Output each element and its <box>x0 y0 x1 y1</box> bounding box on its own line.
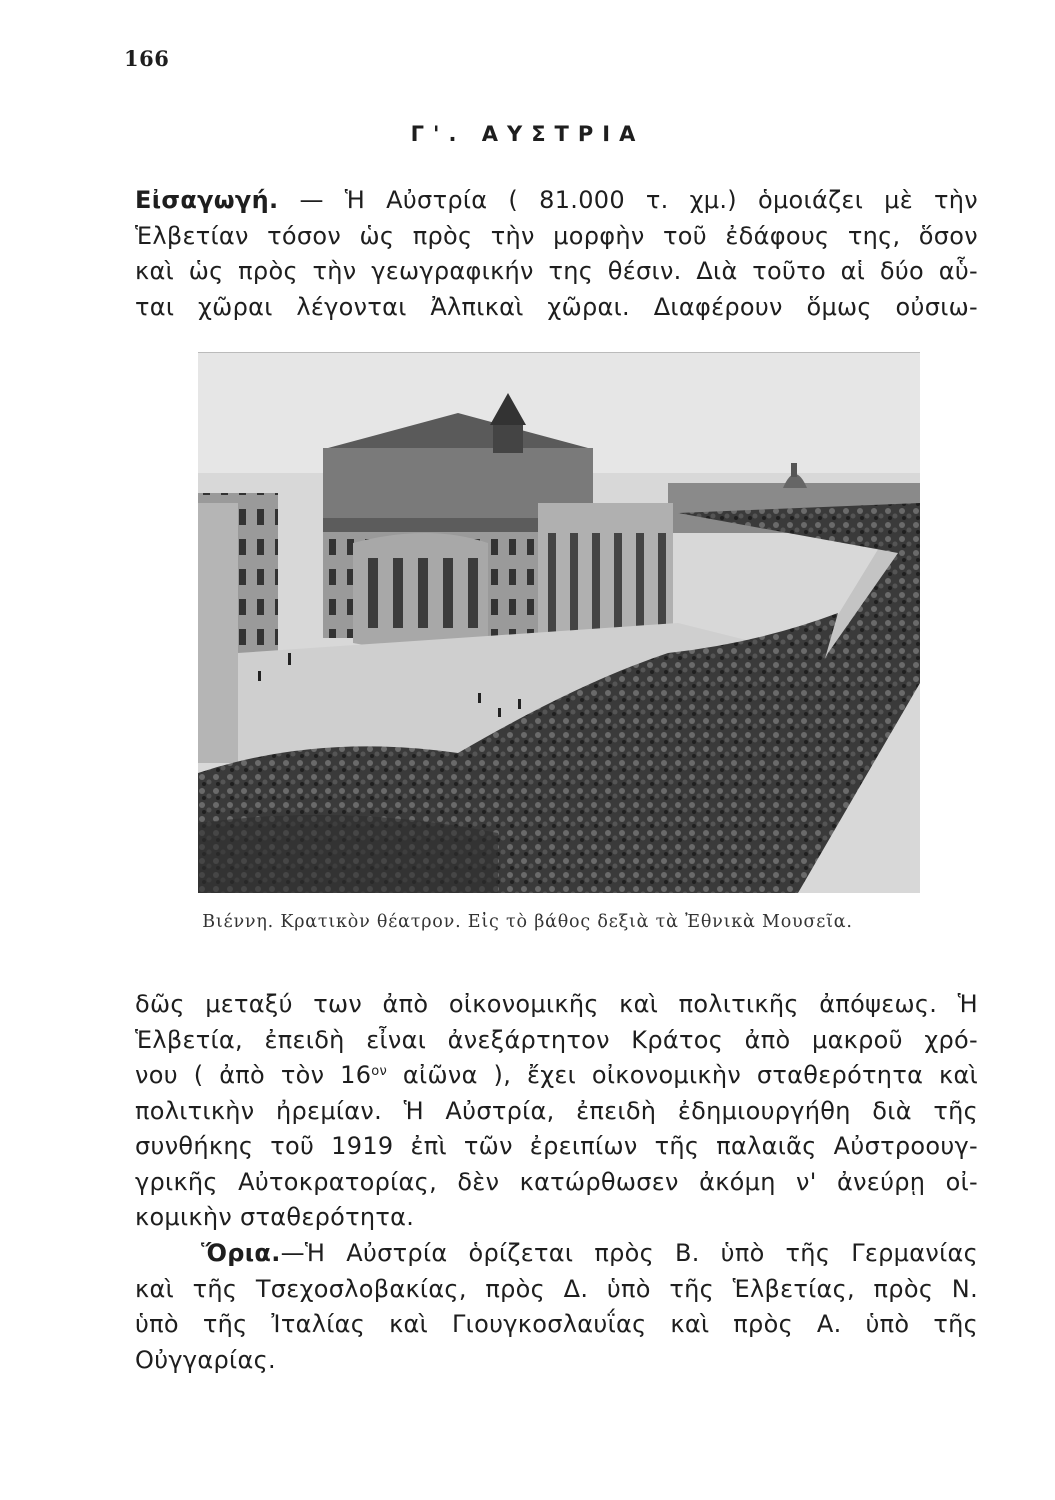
body-line-2: Ἑλβετία, ἐπειδὴ εἶναι ἀνεξάρτητον Κράτος ἀπὸ μακροῦ χρό- <box>135 1025 978 1054</box>
borders-line-3: ὑπὸ τῆς Ἰταλίας καὶ Γιουγκοσλαυΐας καὶ πρὸς Α. ὑπὸ τῆς <box>135 1310 978 1338</box>
borders-line-4: Οὐγγαρίας. <box>135 1345 276 1374</box>
body-line-7: κομικὴν σταθερότητα. <box>135 1203 415 1231</box>
borders-line-1: Ὅρια.—Ἡ Αὐστρία ὁρίζεται πρὸς Β. ὑπὸ τῆς Γερμανίας <box>201 1239 978 1267</box>
borders-paragraph <box>135 1236 978 1378</box>
intro-paragraph <box>135 183 978 325</box>
page-number: 166 <box>124 46 170 71</box>
intro-line-3: καὶ ὡς πρὸς τὴν γεωγραφικήν της θέσιν. Διὰ τοῦτο αἱ δύο αὗ- <box>135 257 978 285</box>
body-line-5: συνθήκης τοῦ 1919 ἐπὶ τῶν ἐρειπίων τῆς παλαιᾶς Αὐστροουγ- <box>135 1132 978 1160</box>
body-line-1: δῶς μεταξύ των ἀπὸ οἰκονομικῆς καὶ πολιτικῆς ἀπόψεως. Ἡ <box>135 990 978 1018</box>
body-paragraph <box>135 987 978 1236</box>
burgtheater-photo <box>198 352 920 893</box>
intro-line-1: Εἰσαγωγή. — Ἡ Αὐστρία ( 81.000 τ. χμ.) ὁμοιάζει μὲ τὴν <box>135 186 978 214</box>
body-line-3: νου ( ἀπὸ τὸν $16^{o\nu}$ αἰῶνα ), ἔχει οἰκονομικὴν σταθερότητα καὶ <box>135 1061 978 1089</box>
intro-line-4: ται χῶραι λέγονται Ἀλπικαὶ χῶραι. Διαφέρουν ὅμως οὐσιω- <box>135 292 978 321</box>
body-line-4: πολιτικὴν ἠρεμίαν. Ἡ Αὐστρία, ἐπειδὴ ἐδημιουργήθη διὰ τῆς <box>135 1096 978 1125</box>
ordinal-superscript: ον <box>371 1064 388 1079</box>
figure-caption: Βιέννη. Κρατικὸν θέατρον. Εἰς τὸ βάθος δεξιὰ τὰ Ἐθνικὰ Μουσεῖα. <box>202 912 853 932</box>
body-line-6: γρικῆς Αὐτοκρατορίας, δὲν κατώρθωσεν ἀκόμη ν' ἀνεύρῃ οἰ- <box>135 1167 978 1196</box>
chapter-title: Γ'. ΑΥΣΤΡΙΑ <box>410 122 645 146</box>
borders-heading: Ὅρια. <box>201 1239 281 1267</box>
intro-heading: Εἰσαγωγή. <box>135 186 279 214</box>
borders-line-2: καὶ τῆς Τσεχοσλοβακίας, πρὸς Δ. ὑπὸ τῆς Ἑλβετίας, πρὸς Ν. <box>135 1274 978 1303</box>
intro-line-2: Ἑλβετίαν τόσον ὡς πρὸς τὴν μορφὴν τοῦ ἐδάφους της, ὅσον <box>135 221 978 250</box>
